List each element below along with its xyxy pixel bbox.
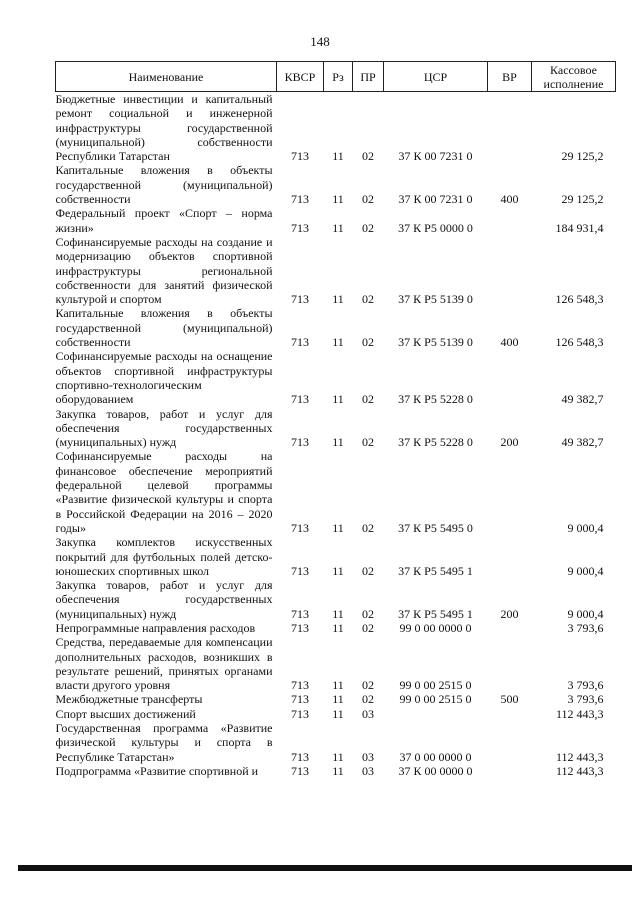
row-amount: 3 793,6 xyxy=(567,692,604,707)
row-csr: 37 К Р5 5139 0 xyxy=(398,292,473,307)
row-amount: 49 382,7 xyxy=(561,392,604,407)
table-row xyxy=(56,635,616,692)
row-amount: 49 382,7 xyxy=(561,435,604,450)
row-rz: 11 xyxy=(332,620,344,635)
row-amount: 9 000,4 xyxy=(567,520,604,535)
row-kvsr: 713 xyxy=(291,620,309,635)
table-row xyxy=(56,692,616,706)
row-kvsr: 713 xyxy=(291,678,309,693)
row-amount: 3 793,6 xyxy=(567,678,604,693)
page-number: 148 xyxy=(310,34,330,49)
table-row xyxy=(56,235,616,306)
header-kvsr: КВСР xyxy=(277,62,324,92)
row-name: Непрограммные направления расходов xyxy=(55,620,256,635)
header-rz: Рз xyxy=(324,62,353,92)
row-csr: 99 0 00 0000 0 xyxy=(399,620,472,635)
row-pr: 02 xyxy=(362,220,374,235)
row-vr: 400 xyxy=(500,192,519,207)
row-name: Спорт высших достижений xyxy=(55,706,196,721)
row-amount: 126 548,3 xyxy=(555,292,604,307)
table-row xyxy=(56,349,616,406)
row-csr: 37 К 00 7231 0 xyxy=(398,192,473,207)
row-pr: 02 xyxy=(362,563,374,578)
table-row xyxy=(56,764,616,778)
row-rz: 11 xyxy=(332,149,344,164)
row-amount: 29 125,2 xyxy=(561,192,604,207)
row-name: Закупка комплектов искусственных покрытий для футбольных полей детско-юношеских спортивных школ xyxy=(55,535,273,578)
row-csr: 37 К 00 7231 0 xyxy=(398,149,473,164)
table-row xyxy=(56,707,616,721)
row-amount: 29 125,2 xyxy=(561,149,604,164)
row-name: Закупка товаров, работ и услуг для обеспечения государственных (муниципальных) нужд xyxy=(55,406,273,450)
row-csr: 99 0 00 2515 0 xyxy=(399,692,472,707)
header-csr: ЦСР xyxy=(384,62,488,92)
row-name: Капитальные вложения в объекты государственной (муниципальной) собственности xyxy=(55,163,273,207)
row-amount: 184 931,4 xyxy=(555,220,604,235)
row-name: Межбюджетные трансферты xyxy=(55,692,203,707)
row-kvsr: 713 xyxy=(291,335,309,350)
row-rz: 11 xyxy=(332,706,344,721)
row-csr: 37 К Р5 0000 0 xyxy=(398,220,473,235)
row-amount: 3 793,6 xyxy=(567,620,604,635)
row-vr xyxy=(488,535,532,578)
table-row xyxy=(56,306,616,349)
row-kvsr: 713 xyxy=(291,520,309,535)
row-vr: 400 xyxy=(500,335,519,350)
row-amount: 112 443,3 xyxy=(555,749,604,764)
row-name: Государственная программа «Развитие физической культуры и спорта в Республике Татарстан» xyxy=(55,721,273,764)
row-csr: 37 К Р5 5495 0 xyxy=(398,520,473,535)
row-vr: 200 xyxy=(500,435,519,450)
row-rz: 11 xyxy=(332,678,344,693)
row-kvsr: 713 xyxy=(291,606,309,621)
row-name: Закупка товаров, работ и услуг для обеспечения государственных (муниципальных) нужд xyxy=(55,578,273,621)
header-amount: Кассовое исполнение xyxy=(532,62,616,92)
table-row xyxy=(56,163,616,206)
row-vr: 500 xyxy=(500,692,519,707)
row-vr xyxy=(488,349,532,406)
row-pr: 03 xyxy=(362,749,374,764)
row-amount: 9 000,4 xyxy=(567,563,604,578)
budget-table xyxy=(55,61,616,778)
row-pr: 02 xyxy=(362,678,374,693)
row-rz: 11 xyxy=(332,749,344,764)
row-csr: 37 К Р5 5139 0 xyxy=(398,335,473,350)
row-csr: 37 К Р5 5495 1 xyxy=(398,606,473,621)
row-pr: 02 xyxy=(362,606,374,621)
row-vr xyxy=(488,92,532,164)
row-name: Федеральный проект «Спорт – норма жизни» xyxy=(55,206,273,235)
row-name: Софинансируемые расходы на финансовое обеспечение мероприятий федеральной целевой программы «Развитие физической культуры и спорта в Российской Федерации на 2016 – 2020 годы» xyxy=(55,449,273,535)
header-name: Наименование xyxy=(56,62,277,92)
row-rz: 11 xyxy=(332,692,344,707)
row-rz: 11 xyxy=(332,520,344,535)
table-row xyxy=(56,449,616,535)
row-pr: 02 xyxy=(362,520,374,535)
row-kvsr: 713 xyxy=(291,192,309,207)
row-rz: 11 xyxy=(332,435,344,450)
row-pr: 02 xyxy=(362,692,374,707)
row-pr: 02 xyxy=(362,292,374,307)
row-pr: 02 xyxy=(362,335,374,350)
row-amount: 126 548,3 xyxy=(555,335,604,350)
row-csr: 37 0 00 0000 0 xyxy=(399,749,472,764)
header-pr: ПР xyxy=(353,62,384,92)
row-name: Бюджетные инвестиции и капитальный ремонт социальной и инженерной инфраструктуры государственной (муниципальной) собственности Республики Татарстан xyxy=(55,92,273,164)
row-name: Средства, передаваемые для компенсации дополнительных расходов, возникших в результате решений, принятых органами власти другого уровня xyxy=(55,635,273,693)
row-rz: 11 xyxy=(332,292,344,307)
row-rz: 11 xyxy=(332,220,344,235)
row-vr xyxy=(488,764,532,778)
row-vr xyxy=(488,449,532,535)
table-row xyxy=(56,535,616,578)
row-vr xyxy=(488,235,532,306)
row-csr: 37 К Р5 5228 0 xyxy=(398,435,473,450)
row-rz: 11 xyxy=(332,335,344,350)
row-rz: 11 xyxy=(332,563,344,578)
row-kvsr: 713 xyxy=(291,763,309,778)
table-row xyxy=(56,578,616,621)
row-kvsr: 713 xyxy=(291,563,309,578)
row-vr xyxy=(488,635,532,692)
row-rz: 11 xyxy=(332,192,344,207)
row-pr: 02 xyxy=(362,192,374,207)
table-row xyxy=(56,92,616,164)
row-kvsr: 713 xyxy=(291,435,309,450)
table-body xyxy=(56,92,616,779)
row-amount: 112 443,3 xyxy=(555,706,604,721)
row-vr xyxy=(488,621,532,635)
row-csr: 37 К Р5 5495 1 xyxy=(398,563,473,578)
row-vr: 200 xyxy=(500,606,519,621)
row-name: Софинансируемые расходы на создание и модернизацию объектов спортивной инфраструктуры региональной собственности для занятий физической культурой и спортом xyxy=(55,234,273,307)
row-name: Софинансируемые расходы на оснащение объектов спортивной инфраструктуры спортивно-технологическим оборудованием xyxy=(55,349,273,407)
row-name: Подпрограмма «Развитие спортивной и xyxy=(55,763,259,778)
row-rz: 11 xyxy=(332,606,344,621)
row-kvsr: 713 xyxy=(291,292,309,307)
row-pr: 03 xyxy=(362,763,374,778)
table-header-row xyxy=(56,62,616,92)
table-row xyxy=(56,407,616,450)
row-rz: 11 xyxy=(332,392,344,407)
row-csr: 37 К Р5 5228 0 xyxy=(398,392,473,407)
row-pr: 02 xyxy=(362,435,374,450)
bottom-rule xyxy=(18,865,632,871)
row-kvsr: 713 xyxy=(291,749,309,764)
header-vr: ВР xyxy=(488,62,532,92)
row-pr: 02 xyxy=(362,620,374,635)
row-amount: 9 000,4 xyxy=(567,606,604,621)
row-kvsr: 713 xyxy=(291,149,309,164)
row-kvsr: 713 xyxy=(291,692,309,707)
row-amount: 112 443,3 xyxy=(555,763,604,778)
row-vr xyxy=(488,206,532,235)
row-vr xyxy=(488,721,532,764)
row-rz: 11 xyxy=(332,763,344,778)
row-name: Капитальные вложения в объекты государственной (муниципальной) собственности xyxy=(55,306,273,350)
row-vr xyxy=(488,707,532,721)
row-csr xyxy=(384,707,488,721)
row-csr: 99 0 00 2515 0 xyxy=(399,678,472,693)
row-pr: 03 xyxy=(362,706,374,721)
row-pr: 02 xyxy=(362,392,374,407)
row-csr: 37 К 00 0000 0 xyxy=(398,763,473,778)
table-row xyxy=(56,621,616,635)
row-kvsr: 713 xyxy=(291,706,309,721)
row-kvsr: 713 xyxy=(291,392,309,407)
row-kvsr: 713 xyxy=(291,220,309,235)
table-row xyxy=(56,721,616,764)
table-row xyxy=(56,206,616,235)
row-pr: 02 xyxy=(362,149,374,164)
